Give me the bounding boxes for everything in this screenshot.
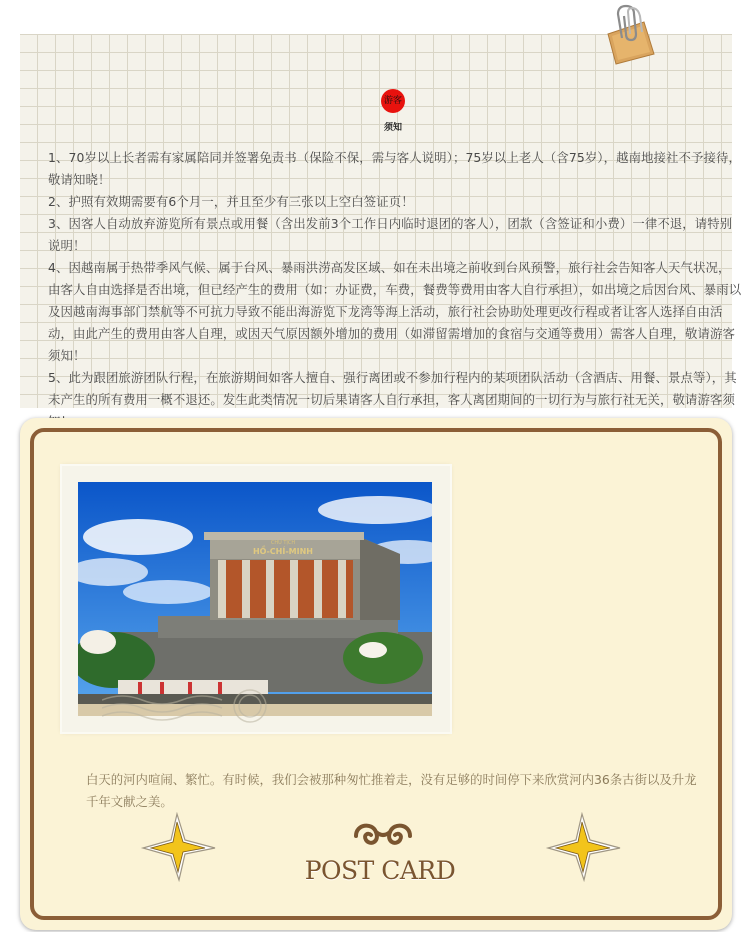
photo-stamp-frame <box>62 466 450 732</box>
mausoleum-photo <box>78 482 432 716</box>
postcard <box>20 418 732 930</box>
paper-clip-icon <box>600 4 658 66</box>
notice-item: 5、此为跟团旅游团队行程，在旅游期间如客人擅自、强行离团或不参加行程内的某项团队活动（含酒店、用餐、景点等），其未产生的所有费用一概不退还。发生此类情况一切后果请客人自行承担，客人离团期间的一切行为与旅行社无关，敬请游客须 <box>48 370 737 407</box>
photo-sign-top: CHỦ TỊCH <box>270 540 296 546</box>
notice-item: 1、70岁以上长者需有家属陪同并签署免责书（保险不保，需与客人说明）；75岁以上老人（含75岁），越南地接社不予接待，敬请知晓！ <box>48 150 741 187</box>
star-icon <box>544 812 622 882</box>
photo-sign-name: HỒ-CHÍ-MINH <box>252 547 314 556</box>
notice-item: 3、因客人自动放弃游览所有景点或用餐（含出发前3个工作日内临时退团的客人），团款（含签证和小费）一律不退，请特别说明！ <box>48 216 733 253</box>
swirl-ornament-icon <box>350 816 416 852</box>
notice-list <box>48 147 742 433</box>
notice-badge-subtitle: 须知 <box>383 123 402 133</box>
postcard-caption: 白天的河内喧闹、繁忙。有时候，我们会被那种匆忙推着走，没有足够的时间停下来欣赏河内36条古街以及升龙千年文献之美。 <box>86 772 697 809</box>
postcard-border <box>30 428 722 920</box>
postmark-icon <box>102 686 272 726</box>
notice-section <box>20 34 742 408</box>
notice-badge: 游客 <box>381 89 405 113</box>
star-icon <box>139 812 217 882</box>
postcard-title: POST CARD <box>304 856 456 885</box>
notice-item: 4、因越南属于热带季风气候、属于台风、暴雨洪涝高发区域、如在未出境之前收到台风预警，旅行社会告知客人天气状况，由客人自由选择是否出境，但已经产生的费用（如：办证费，车费，餐费等费用由客人自行承担），如出境之后因台风、暴雨以及因越南海事部门禁航等不可抗力导致不能出海游览下龙湾等海上活动，旅行社会协助处理更改行程或者让客人选择自由活动，由此产生的费用由客人自理，或因天气原因额外增加的费用（如滞留需增加的食宿与交通等费用）需客人自理，敬请游客须知！ <box>48 260 742 363</box>
notice-item: 2、护照有效期需要有6个月一，并且至少有三张以上空白签证页！ <box>48 194 414 209</box>
